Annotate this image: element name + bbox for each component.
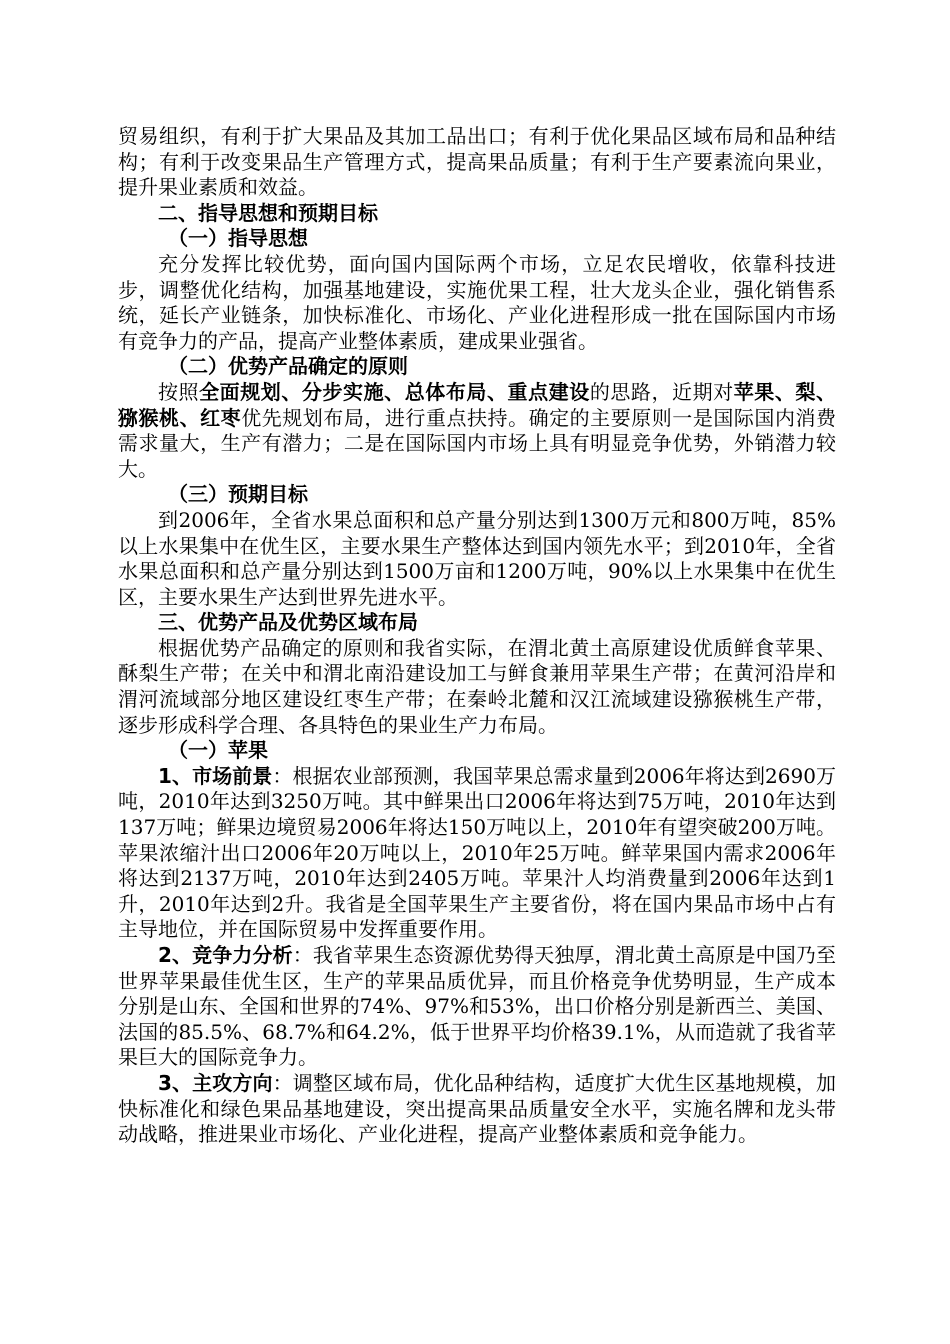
paragraph-targets: 到2006年，全省水果总面积和总产量分别达到1300万元和800万吨，85%以上水果集中在优生区，主要水果生产整体达到国内领先水平；到2010年，全省水果总面积和总产量分别达到1500万亩和1200万吨，90%以上水果集中在优生区，主要水果生产达到世界先进水平。	[118, 507, 836, 609]
heading-apple: （一）苹果	[168, 738, 268, 763]
text-segment: 的思路，近期对	[589, 379, 734, 404]
bold-segment: 苹果、梨、猕猴桃、红枣	[118, 379, 836, 430]
heading-section-2: 二、指导思想和预期目标	[158, 200, 378, 225]
heading-section-3: 三、优势产品及优势区域布局	[158, 610, 418, 635]
heading-principles: （二）优势产品确定的原则	[168, 354, 408, 379]
paragraph-principles	[118, 380, 836, 482]
bold-label: 1、市场前景	[158, 763, 273, 788]
paragraph-guiding-thought: 充分发挥比较优势，面向国内国际两个市场，立足农民增收，依靠科技进步，调整优化结构，加强基地建设，实施优果工程，壮大龙头企业，强化销售系统，延长产业链条，加快标准化、市场化、产业化进程形成一批在国际国内市场有竞争力的产品，提高产业整体素质，建成果业强省。	[118, 251, 836, 353]
text-segment: ：我省苹果生态资源优势得天独厚，渭北黄土高原是中国乃至世界苹果最佳优生区，生产的苹果品质优异，而且价格竞争优势明显，生产成本分别是山东、全国和世界的74%、97%和53%，出口价格分别是新西兰、美国、法国的85.5%、68.7%和64.2%，低于世界平均价格39.1%，从而造就了我省苹果巨大的国际竞争力。	[118, 943, 836, 1070]
heading-guiding-thought: （一）指导思想	[168, 226, 308, 251]
text-segment: 优先规划布局，进行重点扶持。确定的主要原则一是国际国内消费需求量大，生产有潜力；二是在国际国内市场上具有明显竞争优势，外销潜力较大。	[118, 405, 837, 481]
paragraph-intro: 贸易组织，有利于扩大果品及其加工品出口；有利于优化果品区域布局和品种结构；有利于改变果品生产管理方式，提高果品质量；有利于生产要素流向果业，提升果业素质和效益。	[118, 124, 836, 200]
heading-targets: （三）预期目标	[168, 482, 308, 507]
bold-segment: 全面规划、分步实施、总体布局、重点建设	[199, 379, 590, 404]
document-body	[118, 124, 836, 1148]
text-segment: ：调整区域布局，优化品种结构，适度扩大优生区基地规模，加快标准化和绿色果品基地建设，突出提高果品质量安全水平，实施名牌和龙头带动战略，推进果业市场化、产业化进程，提高产业整体素质和竞争能力。	[118, 1070, 837, 1147]
paragraph-main-direction	[118, 1071, 836, 1148]
bold-label: 3、主攻方向	[158, 1070, 273, 1095]
paragraph-market-outlook	[118, 764, 836, 943]
paragraph-layout: 根据优势产品确定的原则和我省实际，在渭北黄土高原建设优质鲜食苹果、酥梨生产带；在关中和渭北南沿建设加工与鲜食兼用苹果生产带；在黄河沿岸和渭河流域部分地区建设红枣生产带；在秦岭北麓和汉江流域建设猕猴桃生产带，逐步形成科学合理、各具特色的果业生产力布局。	[118, 635, 836, 737]
text-segment: ：根据农业部预测，我国苹果总需求量到2006年将达到2690万吨，2010年达到3250万吨。其中鲜果出口2006年将达到75万吨，2010年达到137万吨；鲜果边境贸易2006年将达150万吨以上，2010年有望突破200万吨。苹果浓缩汁出口2006年20万吨以上，2010年25万吨。鲜苹果国内需求2006年将达到2137万吨，2010年达到2405万吨。苹果汁人均消费量到2006年达到1升，2010年达到2升。我省是全国苹果生产主要省份，将在国内果品市场中占有主导地位，并在国际贸易中发挥重要作用。	[118, 763, 836, 942]
text-segment: 按照	[158, 379, 200, 404]
bold-label: 2、竞争力分析	[158, 943, 293, 967]
paragraph-competitiveness	[118, 943, 836, 1071]
